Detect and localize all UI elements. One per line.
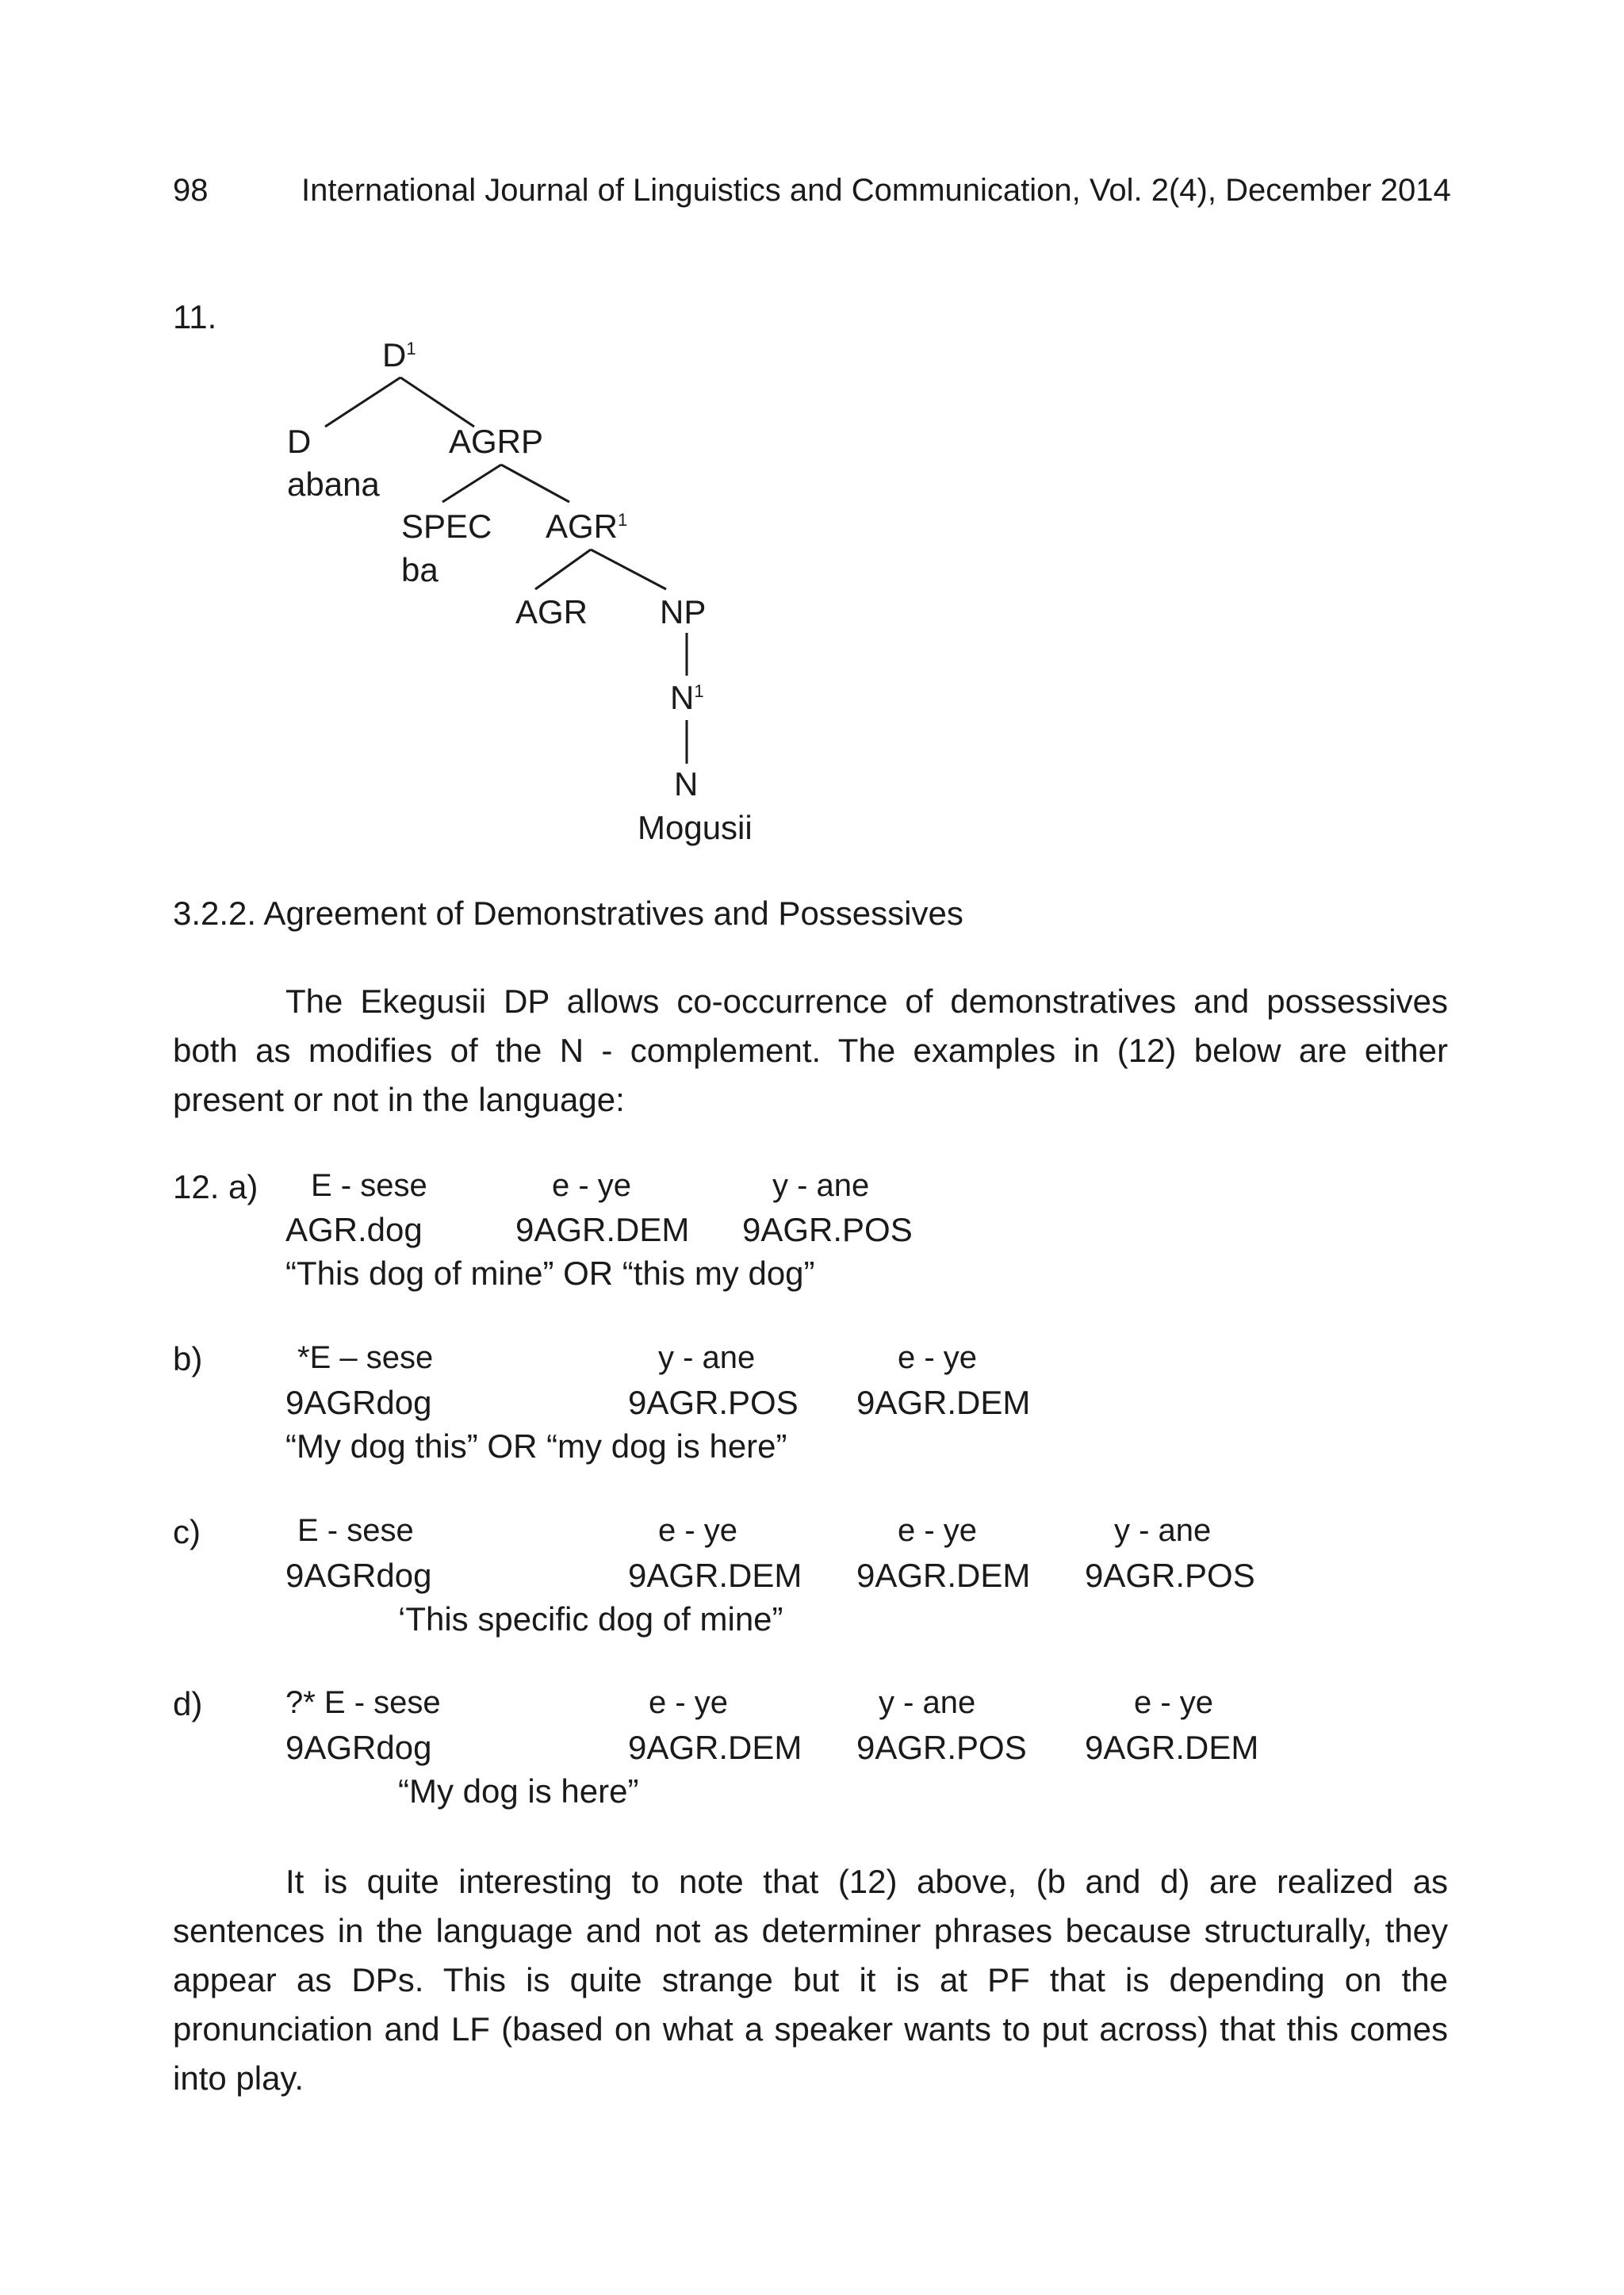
example-12a-word-2: e - ye	[552, 1168, 632, 1203]
journal-header: International Journal of Linguistics and Communication, Vol. 2(4), December 2014	[301, 173, 1451, 208]
example-12d-gloss-4: 9AGR.DEM	[1085, 1729, 1259, 1766]
example-12c-label: c)	[173, 1513, 201, 1550]
node-n: N	[674, 765, 699, 803]
word-mogusii: Mogusii	[638, 809, 753, 846]
example-12c-word-2: e - ye	[658, 1513, 738, 1548]
branch-d1-d	[325, 377, 400, 427]
example-12b-label: b)	[173, 1340, 203, 1377]
page-number: 98	[173, 173, 209, 208]
example-12c-gloss-2: 9AGR.DEM	[628, 1557, 802, 1594]
example-12a-label: 12. a)	[173, 1168, 259, 1205]
node-n-bar: $N^1$	[670, 679, 704, 716]
example-number: 11.	[173, 298, 217, 335]
example-12d-gloss-2: 9AGR.DEM	[628, 1729, 802, 1766]
node-d-bar: $D^1$	[382, 336, 416, 374]
syntax-tree-branches	[0, 0, 1624, 872]
branch-agr1-np	[591, 550, 666, 589]
example-12b-word-1: *E – sese	[297, 1340, 434, 1375]
branch-agr1-agr	[535, 550, 591, 589]
example-12d-gloss-1: 9AGRdog	[285, 1729, 432, 1766]
paragraph-intro: The Ekegusii DP allows co-occurrence of demonstratives and possessives both as modifies of the N - complement. The examples in (12) below are either present or not in the language:	[173, 983, 1448, 1118]
example-12b-gloss-3: 9AGR.DEM	[856, 1384, 1031, 1421]
example-12d-translation: “My dog is here”	[398, 1772, 639, 1810]
example-12d-word-1: ?* E - sese	[285, 1685, 441, 1720]
node-agr-bar: AGR$^1$	[546, 508, 628, 545]
paragraph-discussion: It is quite interesting to note that (12) above, (b and d) are realized as sentences in the language and not as determiner phrases because structurally, they appear as DPs. This is quite strange but it is at PF that is depending on the pronunciation and LF (based on what a speaker wants to put across) that this comes into play.	[173, 1863, 1448, 2097]
example-12c-gloss-3: 9AGR.DEM	[856, 1557, 1031, 1594]
example-12b-word-2: y - ane	[658, 1340, 756, 1375]
example-12d-word-2: e - ye	[649, 1685, 729, 1720]
example-12c-word-4: y - ane	[1114, 1513, 1212, 1548]
example-12b-word-3: e - ye	[898, 1340, 978, 1375]
node-spec: SPEC	[401, 508, 492, 545]
example-12d-label: d)	[173, 1685, 203, 1722]
section-heading: 3.2.2. Agreement of Demonstratives and Possessives	[173, 895, 963, 932]
node-d: D	[287, 423, 312, 460]
example-12a-translation: “This dog of mine” OR “this my dog”	[285, 1255, 815, 1292]
example-12a-gloss-1: AGR.dog	[285, 1211, 423, 1248]
node-np: NP	[660, 593, 707, 630]
branch-d1-agrp	[400, 377, 474, 427]
node-agr: AGR	[515, 593, 588, 630]
example-12d-word-3: y - ane	[879, 1685, 976, 1720]
example-12c-gloss-4: 9AGR.POS	[1085, 1557, 1255, 1594]
example-12b-gloss-1: 9AGRdog	[285, 1384, 432, 1421]
example-12c-translation: ‘This specific dog of mine”	[398, 1600, 783, 1638]
branch-agrp-agr1	[501, 465, 569, 502]
example-12c-word-3: e - ye	[898, 1513, 978, 1548]
word-abana: abana	[287, 466, 380, 503]
example-12a-word-3: y - ane	[772, 1168, 870, 1203]
example-12d-word-4: e - ye	[1134, 1685, 1214, 1720]
example-12b-translation: “My dog this” OR “my dog is here”	[285, 1427, 787, 1465]
branch-agrp-spec	[442, 465, 501, 502]
example-12b-gloss-2: 9AGR.POS	[628, 1384, 799, 1421]
example-12c-gloss-1: 9AGRdog	[285, 1557, 432, 1594]
example-12a-word-1: E - sese	[311, 1168, 427, 1203]
node-agrp: AGRP	[449, 423, 544, 460]
example-12a-gloss-2: 9AGR.DEM	[515, 1211, 690, 1248]
example-12d-gloss-3: 9AGR.POS	[856, 1729, 1027, 1766]
example-12c-word-1: E - sese	[297, 1513, 414, 1548]
word-ba: ba	[401, 551, 439, 588]
example-12a-gloss-3: 9AGR.POS	[742, 1211, 913, 1248]
